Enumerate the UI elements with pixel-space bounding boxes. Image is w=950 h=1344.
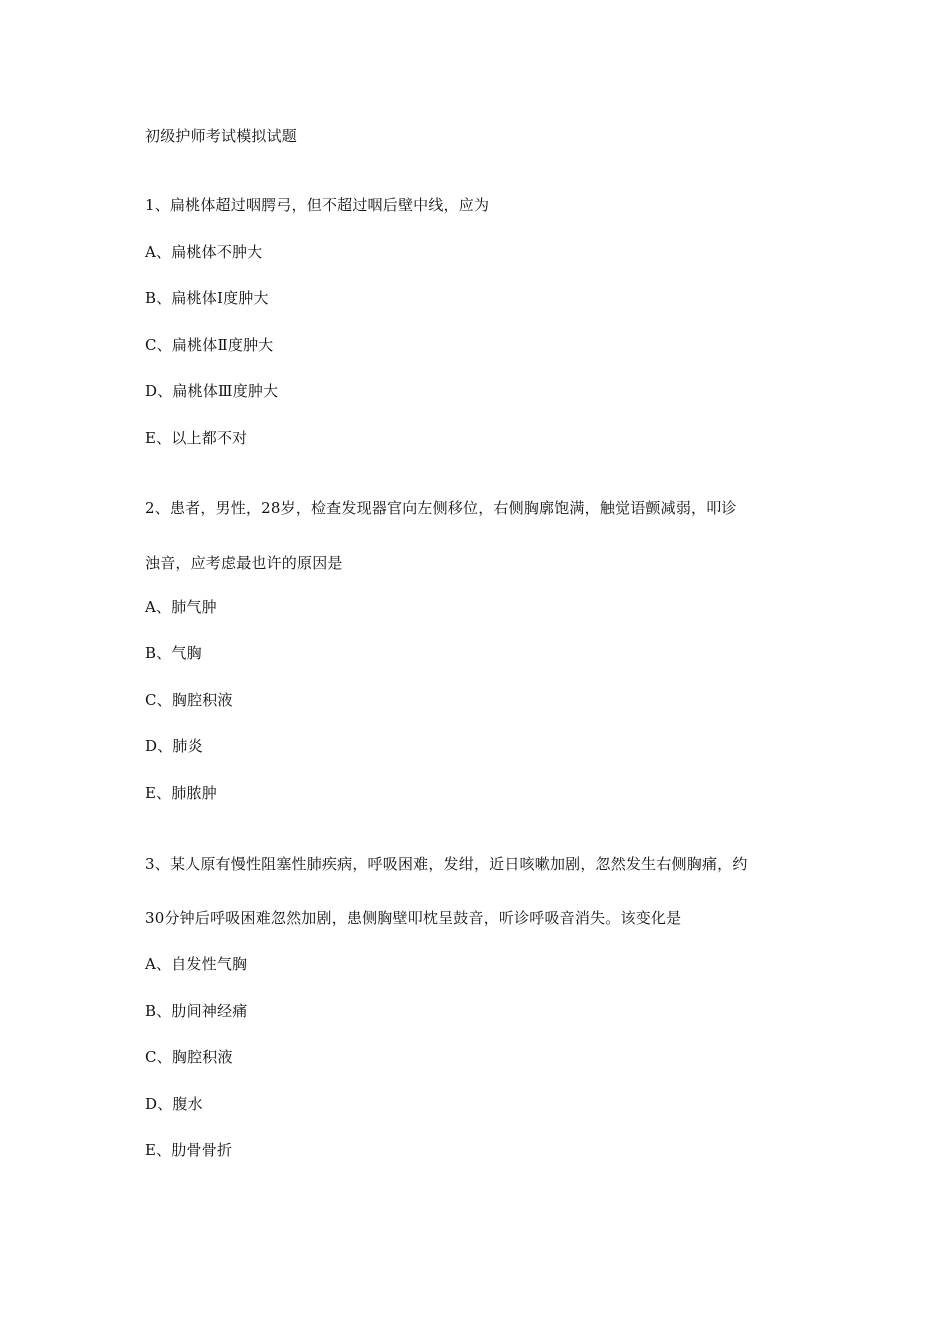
question-1-option-b: B、扁桃体Ⅰ度肿大 [145, 289, 269, 307]
question-1-stem: 1、扁桃体超过咽腭弓，但不超过咽后壁中线，应为 [145, 196, 490, 214]
question-1-option-c: C、扁桃体Ⅱ度肿大 [145, 336, 274, 354]
question-2-option-b: B、气胸 [145, 644, 202, 662]
question-3-option-b: B、肋间神经痛 [145, 1002, 248, 1020]
document-title: 初级护师考试模拟试题 [145, 127, 298, 145]
question-3-stem-line-1: 3、某人原有慢性阻塞性肺疾病，呼吸困难，发绀，近日咳嗽加剧，忽然发生右侧胸痛，约 [145, 855, 748, 873]
question-1-option-a: A、扁桃体不肿大 [145, 243, 263, 261]
question-1-option-e: E、以上都不对 [145, 429, 248, 447]
question-2-option-e: E、肺脓肿 [145, 784, 217, 802]
question-3-option-c: C、胸腔积液 [145, 1048, 233, 1066]
question-2-stem-line-1: 2、患者，男性，28岁，检查发现器官向左侧移位，右侧胸廓饱满，触觉语颤减弱，叩诊 [145, 499, 737, 517]
question-3-option-a: A、自发性气胸 [145, 955, 248, 973]
question-3-option-d: D、腹水 [145, 1095, 203, 1113]
question-2-option-c: C、胸腔积液 [145, 691, 233, 709]
question-3-stem-line-2: 30分钟后呼吸困难忽然加剧，患侧胸壁叩枕呈鼓音，听诊呼吸音消失。该变化是 [145, 909, 682, 927]
question-1-option-d: D、扁桃体Ⅲ度肿大 [145, 382, 279, 400]
question-2-option-a: A、肺气肿 [145, 598, 217, 616]
question-2-stem-line-2: 浊音，应考虑最也许的原因是 [145, 554, 343, 572]
question-2-option-d: D、肺炎 [145, 737, 203, 755]
question-3-option-e: E、肋骨骨折 [145, 1141, 233, 1159]
